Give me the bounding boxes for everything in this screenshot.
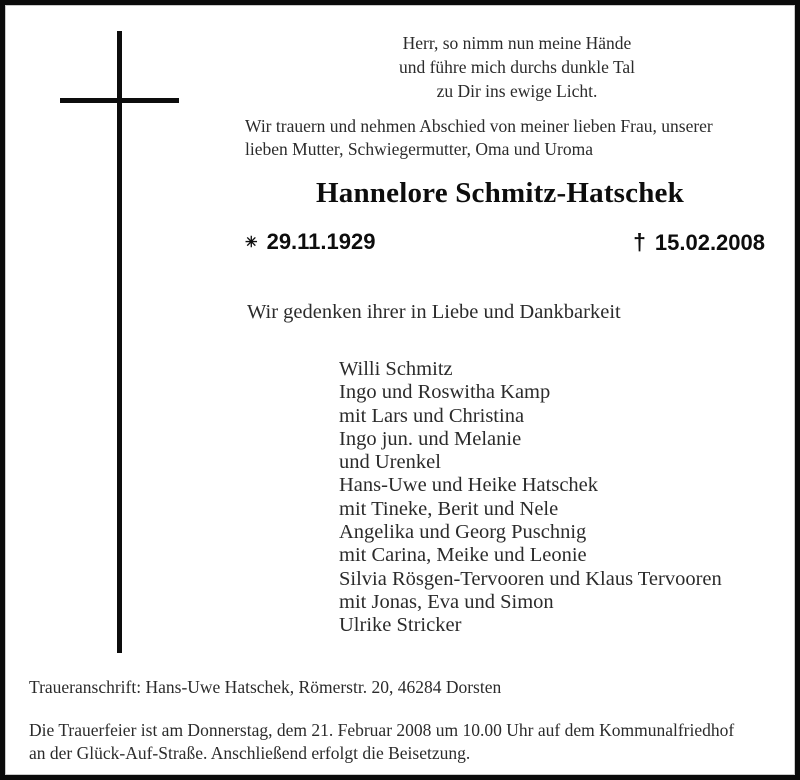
- list-item: Ingo jun. und Melanie: [339, 427, 522, 450]
- list-item: Angelika und Georg Puschnig: [339, 521, 587, 544]
- service-line: Die Trauerfeier ist am Donnerstag, dem 21. Februar 2008 um 10.00 Uhr auf dem Kommunalfriedhof: [29, 720, 735, 740]
- funeral-service-details: [29, 719, 781, 765]
- verse-line: zu Dir ins ewige Licht.: [436, 81, 598, 101]
- mourning-statement-line: lieben Mutter, Schwiegermutter, Oma und Uroma: [245, 139, 594, 159]
- cross-vertical-bar: [117, 31, 122, 653]
- verse-line: und führe mich durchs dunkle Tal: [398, 57, 636, 77]
- memorial-verse: [267, 31, 767, 103]
- list-item: und Urenkel: [339, 451, 441, 474]
- mourning-statement-line: Wir trauern und nehmen Abschied von meiner lieben Frau, unserer: [245, 116, 713, 136]
- death-date-value: 15.02.2008: [654, 230, 765, 255]
- list-item: Ingo und Roswitha Kamp: [339, 381, 551, 404]
- service-line: an der Glück-Auf-Straße. Anschließend erfolgt die Beisetzung.: [29, 743, 471, 763]
- verse-line: Herr, so nimm nun meine Hände: [402, 33, 632, 53]
- mourning-statement: [245, 115, 793, 161]
- birth-date: [245, 229, 375, 256]
- list-item: Willi Schmitz: [339, 358, 453, 380]
- list-item: Hans-Uwe und Heike Hatschek: [339, 474, 599, 497]
- latin-cross-icon: [55, 26, 180, 656]
- survivors-list: [339, 358, 779, 638]
- mourning-address: Traueranschrift: Hans-Uwe Hatschek, Römerstr. 20, 46284 Dorsten: [29, 677, 502, 697]
- deceased-name: Hannelore Schmitz-Hatschek: [316, 177, 684, 209]
- list-item: mit Carina, Meike und Leonie: [339, 544, 587, 567]
- remembrance-line: Wir gedenken ihrer in Liebe und Dankbarkeit: [247, 301, 621, 323]
- cross-horizontal-bar: [60, 98, 179, 103]
- list-item: Ulrike Stricker: [339, 614, 462, 637]
- list-item: mit Lars und Christina: [339, 404, 525, 427]
- list-item: mit Tineke, Berit und Nele: [339, 497, 559, 520]
- birth-star-icon: ✳: [245, 234, 258, 251]
- list-item: mit Jonas, Eva und Simon: [339, 590, 554, 613]
- birth-date-value: 29.11.1929: [266, 229, 376, 254]
- list-item: Silvia Rösgen-Tervooren und Klaus Tervooren: [339, 567, 722, 590]
- death-date: [633, 229, 765, 256]
- life-dates: [245, 229, 765, 256]
- death-cross-icon: †: [633, 229, 646, 255]
